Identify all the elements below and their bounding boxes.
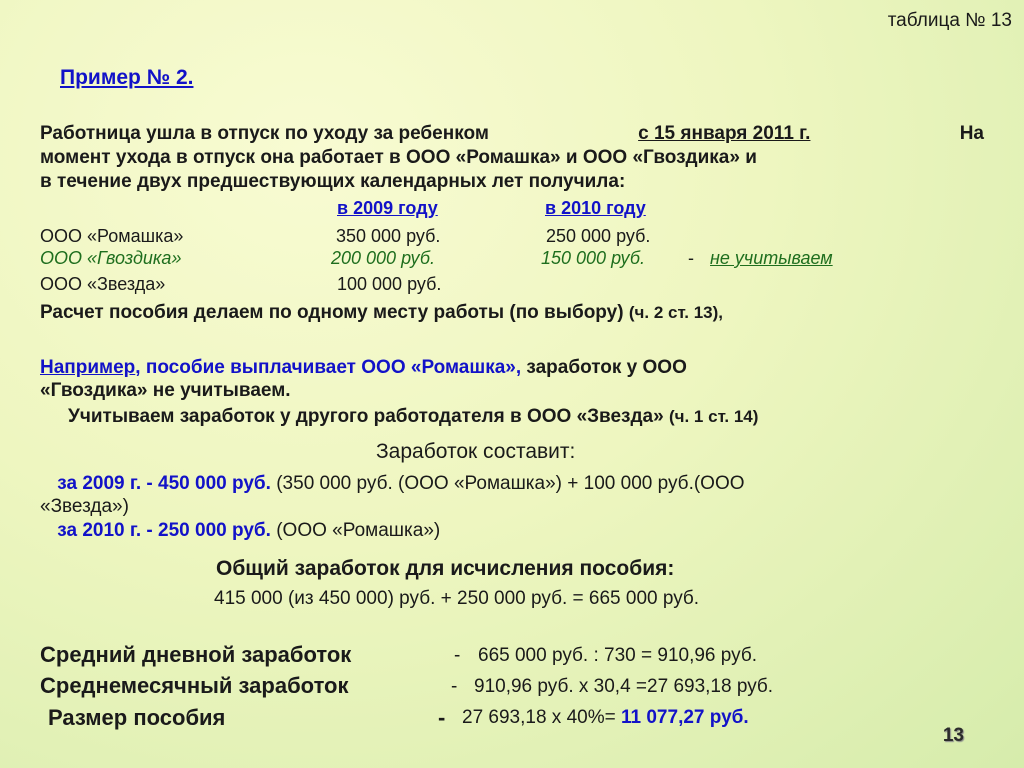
employer-name: ООО «Ромашка» [40, 226, 184, 246]
earnings-2010: за 2010 г. - 250 000 руб. (ООО «Ромашка») [57, 520, 441, 541]
intro-line-3: в течение двух предшествующих календарных лет получила: [40, 171, 626, 192]
intro-text-end: На [959, 123, 984, 144]
result-formula: 27 693,18 х 40%= 11 077,27 руб. [462, 707, 749, 728]
benefit-amount: 11 077,27 руб. [621, 707, 749, 728]
example-title: Пример № 2. [60, 66, 194, 89]
employer-2009-value: 100 000 руб. [337, 274, 442, 294]
result-label: Средний дневной заработок [40, 642, 352, 667]
calc-note: Расчет пособия делаем по одному месту работы (по выбору) (ч. 2 ст. 13), [40, 302, 724, 323]
year-2010-header: в 2010 году [545, 198, 646, 218]
employer-name: ООО «Гвоздика» [40, 248, 182, 268]
result-dash: - [451, 676, 458, 697]
earnings-heading: Заработок составит: [376, 440, 576, 463]
earnings-label: за 2009 г. - 450 000 руб. [57, 473, 271, 494]
table-label: таблица № 13 [887, 10, 1012, 31]
result-formula: 910,96 руб. х 30,4 =27 693,18 руб. [474, 676, 774, 697]
total-heading: Общий заработок для исчисления пособия: [216, 557, 675, 580]
employer-2010-value: 250 000 руб. [546, 226, 651, 246]
intro-line-1 [40, 122, 984, 146]
page-number: 13 [942, 725, 964, 746]
example-word: Например [40, 357, 136, 378]
earnings-2009: за 2009 г. - 450 000 руб. (350 000 руб. (ООО «Ромашка») + 100 000 руб.(ООО «Звезда») [40, 473, 745, 517]
result-dash: - [438, 705, 446, 730]
result-label: Среднемесячный заработок [40, 673, 349, 698]
result-dash: - [454, 645, 461, 666]
year-2009-header: в 2009 году [337, 198, 438, 218]
result-label: Размер пособия [48, 705, 226, 730]
payer-text: пособие выплачивает ООО «Ромашка», [140, 357, 522, 378]
result-formula: 665 000 руб. : 730 = 910,96 руб. [478, 645, 757, 666]
employer-2010-value: 150 000 руб. [541, 248, 646, 268]
employer-2009-value: 200 000 руб. [331, 248, 436, 268]
choice-paragraph: Например, пособие выплачивает ООО «Ромашка», заработок у ООО «Гвоздика» не учитываем. [40, 357, 687, 401]
employer-2009-value: 350 000 руб. [336, 226, 441, 246]
total-formula: 415 000 (из 450 000) руб. + 250 000 руб. = 665 000 руб. [214, 588, 700, 609]
intro-line-2: момент ухода в отпуск она работает в ООО «Ромашка» и ООО «Гвоздика» и [40, 147, 757, 168]
separator-dash: - [688, 248, 694, 268]
earnings-label: за 2010 г. - 250 000 руб. [57, 520, 271, 541]
intro-paragraph [40, 122, 984, 194]
not-counted-note: не учитываем [710, 248, 833, 268]
employer-name: ООО «Звезда» [40, 274, 166, 294]
other-employer-note: Учитываем заработок у другого работодателя в ООО «Звезда» (ч. 1 ст. 14) [68, 406, 759, 427]
intro-text-start: Работница ушла в отпуск по уходу за ребенком [40, 123, 489, 144]
leave-date: с 15 января 2011 г. [638, 123, 811, 144]
